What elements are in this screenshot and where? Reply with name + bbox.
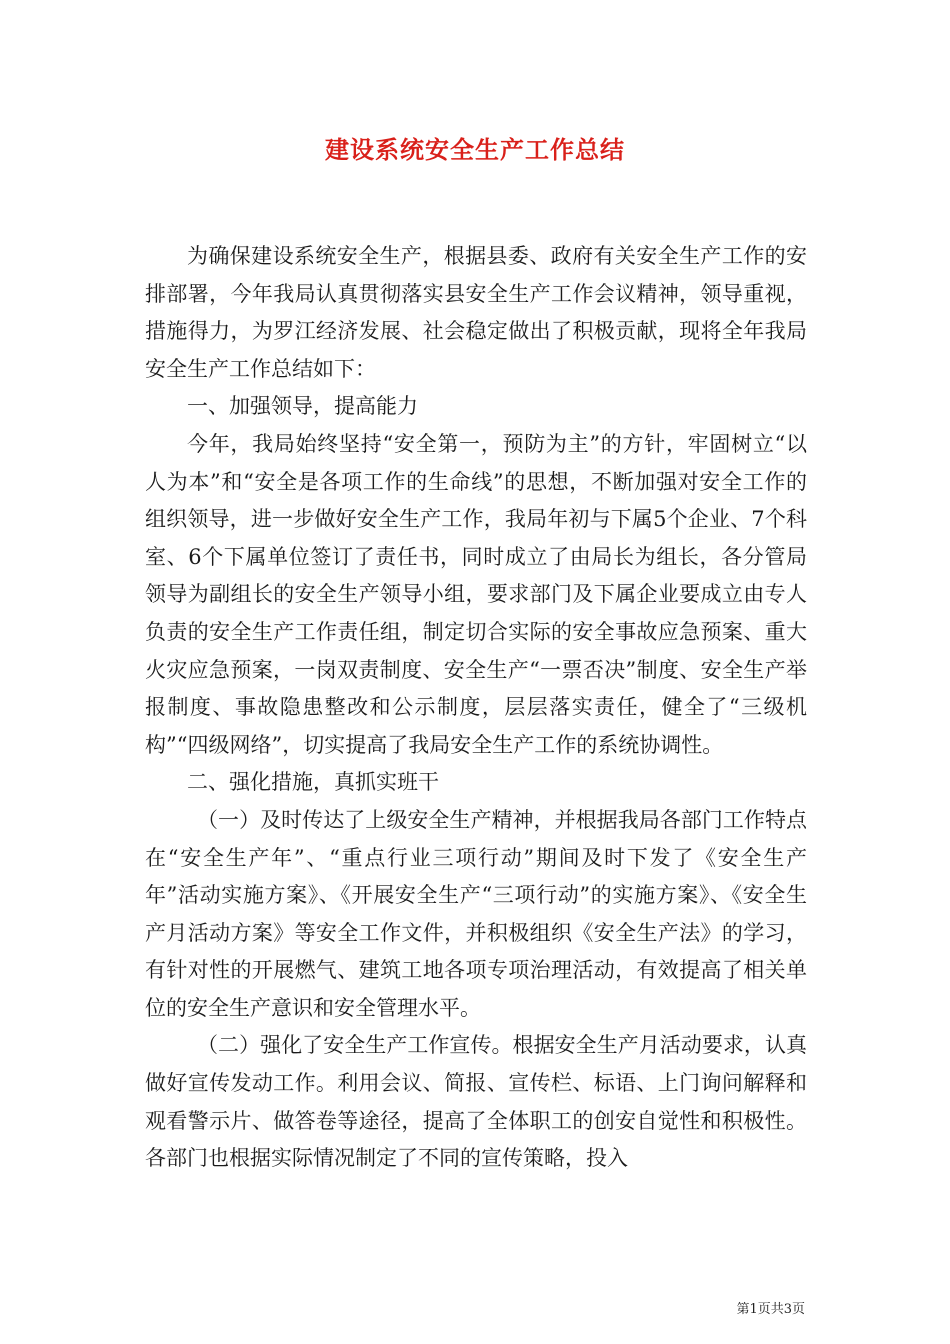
section-2-item-1: （一）及时传达了上级安全生产精神，并根据我局各部门工作特点在“安全生产年”、“重点行业三项行动”期间及时下发了《安全生产年”活动实施方案》、《开展安全生产“三项行动”的实施方案》、《安全生产月活动方案》等安全工作文件，并积极组织《安全生产法》的学习，有针对性的开展燃气、建筑工地各项专项治理活动，有效提高了相关单位的安全生产意识和安全管理水平。 [145, 807, 807, 1020]
intro-paragraph: 为确保建设系统安全生产，根据县委、政府有关安全生产工作的安排部署，今年我局认真贯彻落实县安全生产工作会议精神，领导重视，措施得力，为罗江经济发展、社会稳定做出了积极贡献，现将全年我局安全生产工作总结如下： [145, 244, 807, 381]
section-heading-1: 一、加强领导，提高能力 [187, 394, 418, 419]
section-2-item-2: （二）强化了安全生产工作宣传。根据安全生产月活动要求，认真做好宣传发动工作。利用会议、简报、宣传栏、标语、上门询问解释和观看警示片、做答卷等途径，提高了全体职工的创安自觉性和积极性。各部门也根据实际情况制定了不同的宣传策略，投入 [145, 1033, 807, 1171]
section-1-paragraph: 今年，我局始终坚持“安全第一，预防为主”的方针，牢固树立“以人为本”和“安全是各项工作的生命线”的思想，不断加强对安全工作的组织领导，进一步做好安全生产工作，我局年初与下属5个企业、7个科室、6个下属单位签订了责任书，同时成立了由局长为组长，各分管局领导为副组长的安全生产领导小组，要求部门及下属企业要成立由专人负责的安全生产工作责任组，制定切合实际的安全事故应急预案、重大火灾应急预案，一岗双责制度、安全生产“一票否决”制度、安全生产举报制度、事故隐患整改和公示制度，层层落实责任，健全了“三级机构”“四级网络”，切实提高了我局安全生产工作的系统协调性。 [145, 431, 807, 757]
section-heading-2: 二、强化措施，真抓实班干 [187, 770, 439, 795]
document-body [145, 238, 807, 1178]
document-title: 建设系统安全生产工作总结 [325, 135, 625, 164]
page-number: 第1页共3页 [736, 1302, 805, 1317]
